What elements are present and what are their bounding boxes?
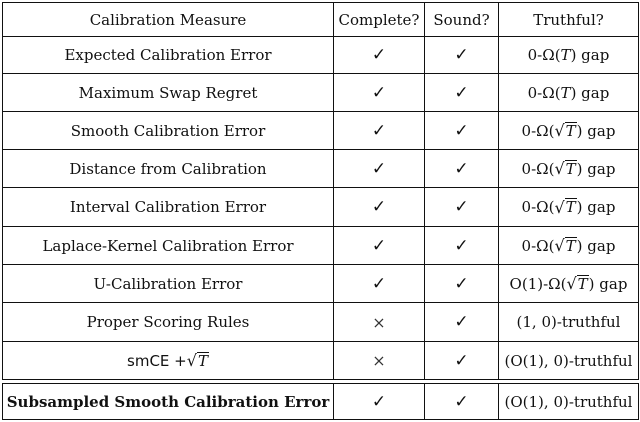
sound-cell — [425, 37, 498, 73]
math-text: (1, 0)-truthful — [516, 313, 621, 331]
sqrt-expression — [554, 237, 576, 255]
cross-icon: × — [372, 351, 386, 370]
radical-sign: √ — [186, 351, 197, 371]
radical-sign: √ — [554, 197, 565, 217]
measure-label: Smooth Calibration Error — [70, 121, 266, 140]
header-cell — [334, 3, 424, 36]
math-text: ) gap — [570, 83, 610, 102]
check-icon: ✓ — [454, 45, 469, 65]
truthful-cell — [499, 342, 638, 379]
measure-label: U-Calibration Error — [93, 274, 243, 293]
measure-label: Interval Calibration Error — [69, 198, 267, 216]
math-text: 0-Ω( — [521, 236, 555, 255]
check-icon: ✓ — [454, 312, 469, 332]
math-variable: T — [577, 274, 588, 293]
math-variable: T — [560, 83, 571, 102]
math-text: smCE + — [127, 351, 187, 370]
header-label: Calibration Measure — [89, 10, 247, 29]
sound-cell — [425, 342, 498, 379]
complete-cell — [334, 227, 424, 264]
truthful-cell — [499, 227, 638, 264]
sound-cell — [425, 74, 498, 111]
complete-cell — [334, 384, 424, 419]
cross-icon: × — [372, 312, 386, 332]
measure-label: Expected Calibration Error — [64, 46, 272, 64]
radical-sign: √ — [566, 274, 577, 294]
sqrt-expression — [554, 122, 576, 140]
radical-sign: √ — [554, 121, 565, 141]
truthful-cell — [499, 303, 638, 341]
check-icon: ✓ — [454, 391, 469, 412]
truthful-cell — [499, 265, 638, 302]
math-variable: T — [565, 236, 576, 255]
math-text: ) gap — [588, 274, 628, 293]
check-icon: ✓ — [454, 120, 469, 141]
math-text: 0-Ω( — [521, 198, 555, 216]
measure-label: Laplace-Kernel Calibration Error — [42, 236, 294, 255]
column-rule — [638, 2, 639, 380]
check-icon: ✓ — [371, 273, 387, 294]
sound-cell — [425, 150, 498, 187]
check-icon: ✓ — [454, 350, 469, 371]
header-label: Truthful? — [533, 10, 604, 29]
math-text: ) gap — [576, 121, 616, 140]
complete-cell — [334, 112, 424, 149]
math-variable: T — [565, 121, 576, 140]
measure-cell — [3, 150, 333, 187]
measure-label: Distance from Calibration — [69, 159, 267, 178]
sound-cell — [425, 303, 498, 341]
measure-label: Subsampled Smooth Calibration Error — [6, 392, 330, 411]
math-text: (O(1), 0)-truthful — [504, 392, 633, 411]
measure-label: Proper Scoring Rules — [86, 313, 250, 331]
sound-cell — [425, 188, 498, 226]
row-rule — [2, 419, 639, 420]
sound-cell — [425, 265, 498, 302]
check-icon: ✓ — [454, 82, 469, 103]
math-text: ) gap — [576, 159, 616, 178]
truthful-cell — [499, 150, 638, 187]
check-icon: ✓ — [454, 158, 469, 179]
truthful-cell — [499, 37, 638, 73]
math-text: 0-Ω( — [521, 159, 555, 178]
header-cell — [425, 3, 498, 36]
header-label: Complete? — [338, 10, 420, 29]
measure-cell — [3, 37, 333, 73]
measure-cell — [3, 265, 333, 302]
check-icon: ✓ — [371, 391, 387, 412]
check-icon: ✓ — [371, 235, 387, 256]
math-text: 0-Ω( — [527, 46, 561, 64]
measure-cell — [3, 384, 333, 419]
check-icon: ✓ — [371, 120, 387, 141]
sound-cell — [425, 384, 498, 419]
complete-cell — [334, 74, 424, 111]
math-text: O(1)-Ω( — [509, 274, 567, 293]
truthful-cell — [499, 188, 638, 226]
sqrt-expression — [566, 275, 588, 293]
sqrt-expression — [187, 352, 209, 370]
math-variable: T — [565, 159, 576, 178]
truthful-cell — [499, 384, 638, 419]
measure-cell — [3, 112, 333, 149]
math-text: 0-Ω( — [521, 121, 555, 140]
column-rule — [638, 383, 639, 420]
measure-cell — [3, 74, 333, 111]
check-icon: ✓ — [371, 197, 387, 217]
math-text: (O(1), 0)-truthful — [504, 351, 633, 370]
math-text: 0-Ω( — [527, 83, 561, 102]
complete-cell — [334, 37, 424, 73]
sqrt-expression — [554, 198, 576, 216]
measure-cell — [3, 303, 333, 341]
header-cell — [3, 3, 333, 36]
math-text: ) gap — [576, 236, 616, 255]
check-icon: ✓ — [371, 82, 387, 103]
sqrt-expression — [554, 160, 576, 178]
header-cell — [499, 3, 638, 36]
sound-cell — [425, 227, 498, 264]
math-variable: T — [197, 351, 208, 370]
measure-cell — [3, 227, 333, 264]
complete-cell — [334, 150, 424, 187]
sound-cell — [425, 112, 498, 149]
measure-cell — [3, 342, 333, 379]
complete-cell — [334, 303, 424, 341]
math-variable: T — [565, 198, 576, 217]
row-rule — [2, 379, 639, 380]
truthful-cell — [499, 74, 638, 111]
complete-cell — [334, 342, 424, 379]
math-variable: T — [560, 46, 571, 64]
check-icon: ✓ — [454, 235, 469, 256]
math-text: ) gap — [570, 46, 610, 64]
complete-cell — [334, 188, 424, 226]
header-label: Sound? — [433, 10, 490, 29]
radical-sign: √ — [554, 159, 565, 179]
truthful-cell — [499, 112, 638, 149]
measure-cell — [3, 188, 333, 226]
check-icon: ✓ — [454, 197, 469, 217]
measure-label: Maximum Swap Regret — [78, 83, 258, 102]
radical-sign: √ — [554, 236, 565, 256]
check-icon: ✓ — [454, 273, 469, 294]
check-icon: ✓ — [371, 45, 387, 65]
complete-cell — [334, 265, 424, 302]
math-text: ) gap — [576, 198, 616, 216]
check-icon: ✓ — [371, 158, 387, 179]
